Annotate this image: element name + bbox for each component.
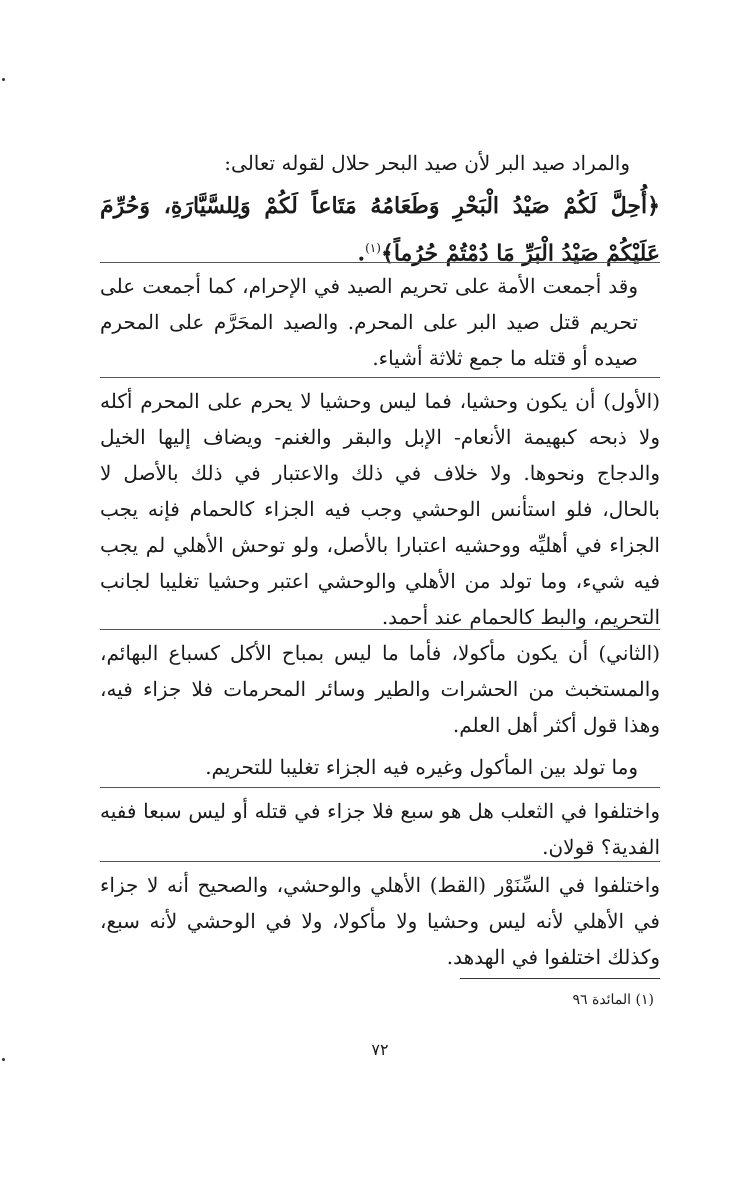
scan-speck: [2, 78, 5, 81]
paragraph-hybrid: وما تولد بين المأكول وغيره فيه الجزاء تغليبا للتحريم.: [205, 755, 638, 779]
paragraph-divider: [100, 262, 660, 263]
paragraph-divider: [100, 861, 660, 862]
verse-text: ﴿أُحِلَّ لَكُمْ صَيْدُ الْبَحْرِ وَطَعَامُهُ مَتَاعاً لَكُمْ وَلِلسَّيَّارَةِ، وَحُرِّمَ عَلَيْكُمْ صَيْدُ الْبَرِّ مَا دُمْتُمْ حُرُماً﴾: [100, 193, 660, 267]
paragraph-divider: [100, 377, 660, 378]
paragraph-divider: [100, 629, 660, 630]
scan-speck: [2, 1058, 5, 1061]
verse-end: .: [357, 240, 366, 267]
page-number: ٧٢: [371, 1040, 389, 1059]
intro-line: والمراد صيد البر لأن صيد البحر حلال لقوله تعالى:: [224, 151, 630, 175]
paragraph-cat: واختلفوا في السِّنَوْر (القط) الأهلي والوحشي، والصحيح أنه لا جزاء في الأهلي لأنه ليس وحشيا ولا مأكولا، ولا في الوحشي لأنه سبع، وكذلك اختلفوا في الهدهد.: [100, 873, 660, 969]
verse-footnote-marker: (١): [365, 241, 381, 255]
paragraph-divider: [100, 787, 660, 788]
paragraph-fox: واختلفوا في الثعلب هل هو سبع فلا جزاء في قتله أو ليس سبعا ففيه الفدية؟ قولان.: [100, 799, 660, 859]
paragraph-second-condition: (الثاني) أن يكون مأكولا، فأما ما ليس بمباح الأكل كسباع البهائم، والمستخبث من الحشرات والطير وسائر المحرمات فلا جزاء فيه، وهذا قول أكثر أهل العلم.: [100, 641, 660, 737]
quran-verse: [100, 185, 660, 274]
footnote-rule: [460, 978, 660, 979]
paragraph-consensus: وقد أجمعت الأمة على تحريم الصيد في الإحرام، كما أجمعت على تحريم قتل صيد البر على المحرم. والصيد المحَرَّم على المحرم صيده أو قتله ما جمع ثلاثة أشياء.: [100, 274, 638, 370]
paragraph-first-condition: (الأول) أن يكون وحشيا، فما ليس وحشيا لا يحرم على المحرم أكله ولا ذبحه كبهيمة الأنعام- الإبل والبقر والغنم- ويضاف إليها الخيل والدجاج ونحوها. ولا خلاف في ذلك والاعتبار في ذلك بالأصل لا بالحال، فلو استأنس الوحشي وجب فيه الجزاء كالحمام فإنه يجب الجزاء في أهليِّه ووحشيه اعتبارا بالأصل، ولو توحش الأهلي لم يجب فيه شيء، وما تولد من الأهلي والوحشي اعتبر وحشيا تغليبا لجانب التحريم، والبط كالحمام عند أحمد.: [100, 389, 660, 629]
footnote: (١) المائدة ٩٦: [572, 992, 654, 1008]
